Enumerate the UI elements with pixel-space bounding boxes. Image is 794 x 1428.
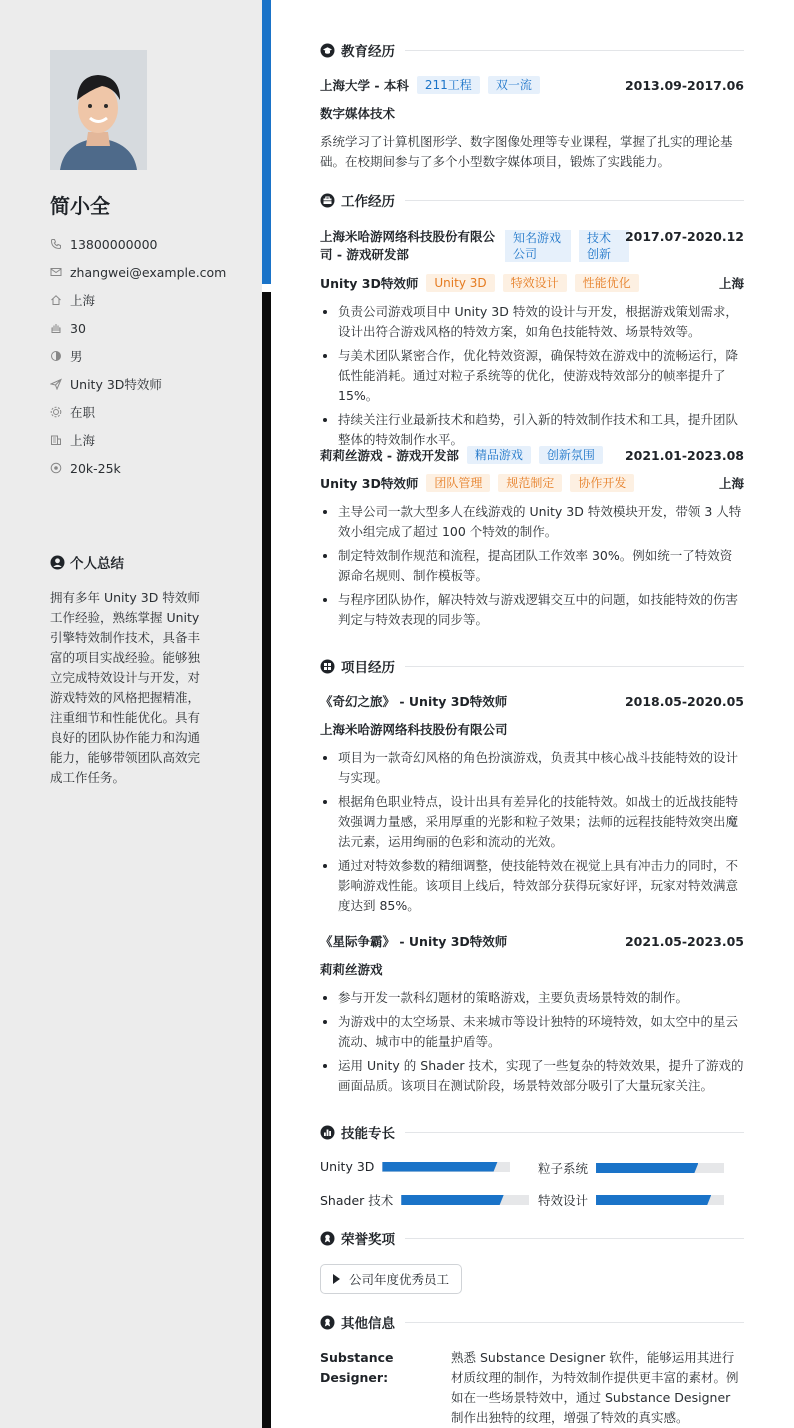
- cake-icon: [50, 322, 62, 334]
- award-icon: [320, 1231, 335, 1246]
- info-age-text: 30: [70, 320, 86, 336]
- education-tag: 双一流: [488, 76, 540, 94]
- skill-item: [320, 1159, 510, 1174]
- skill-name: Shader 技术: [320, 1193, 394, 1208]
- award-item-toggle[interactable]: [320, 1264, 462, 1294]
- info-gender: [50, 342, 226, 370]
- education-tag: 211工程: [417, 76, 480, 94]
- info-email: [50, 258, 226, 286]
- award-item-text: 公司年度优秀员工: [349, 1272, 450, 1287]
- section-divider: [405, 666, 744, 667]
- mail-icon: [50, 266, 62, 278]
- list-item: 项目为一款奇幻风格的角色扮演游戏，负责其中核心战斗技能特效的设计与实现。: [320, 748, 744, 788]
- other-info-row: [320, 1348, 744, 1428]
- bar-chart-icon: [320, 1125, 335, 1140]
- job-1-city: 上海: [718, 276, 744, 291]
- education-heading: [320, 40, 744, 60]
- contact-info-list: [50, 230, 226, 482]
- section-divider: [405, 200, 744, 201]
- info-home-text: 上海: [70, 293, 96, 308]
- list-item: 与程序团队协作，解决特效与游戏逻辑交互中的问题，如技能特效的伤害判定与特效表现的同步等。: [320, 590, 744, 630]
- project-1-period: 2018.05-2020.05: [624, 693, 744, 709]
- salary-icon: [50, 462, 62, 474]
- skill-item: [320, 1191, 529, 1209]
- projects-heading: [320, 656, 744, 676]
- list-item: 负责公司游戏项目中 Unity 3D 特效的设计与开发，根据游戏策划需求，设计出符合游戏风格的特效方案，如角色技能特效、场景特效等。: [320, 302, 744, 342]
- job-1-role-tag: Unity 3D: [426, 274, 494, 292]
- skill-item: [538, 1159, 724, 1177]
- other-info-key: Substance Designer:: [320, 1350, 394, 1385]
- summary-heading-text: 个人总结: [70, 556, 124, 572]
- building-icon: [50, 434, 62, 446]
- skill-name: 特效设计: [538, 1193, 589, 1208]
- job-2-role-tag: 规范制定: [498, 474, 562, 492]
- status-icon: [50, 406, 62, 418]
- work-heading-text: 工作经历: [341, 194, 395, 210]
- job-2-role-tag: 团队管理: [426, 474, 490, 492]
- phone-icon: [50, 238, 62, 250]
- job-1-period: 2017.07-2020.12: [624, 229, 744, 244]
- user-circle-icon: [50, 555, 65, 570]
- skill-bar-fill: [596, 1163, 698, 1173]
- skill-bar-fill: [401, 1195, 503, 1205]
- job-2-bullets: [320, 502, 744, 634]
- job-2-city: 上海: [718, 476, 744, 491]
- list-item: 运用 Unity 的 Shader 技术，实现了一些复杂的特效效果，提升了游戏的画面品质。该项目在测试阶段，场景特效部分吸引了大量玩家关注。: [320, 1056, 744, 1096]
- education-header-row: [320, 76, 744, 94]
- gender-icon: [50, 350, 62, 362]
- info-city: [50, 426, 226, 454]
- education-school: 上海大学 - 本科: [320, 78, 409, 93]
- job-1-company-line1: 上海米哈游网络科技股份有限公: [320, 229, 496, 244]
- list-item: 持续关注行业最新技术和趋势，引入新的特效制作技术和工具，提升团队整体的特效制作水平。: [320, 410, 744, 450]
- summary-text: 拥有多年 Unity 3D 特效师工作经验，熟练掌握 Unity 引擎特效制作技术，具备丰富的项目实战经验。能够独立完成特效设计与开发，对游戏特效的风格把握精准，注重细节和性能优化。具有良好的团队协作能力和沟通能力，能够带领团队高效完成工作任务。: [50, 590, 201, 785]
- job-1-company-line2: 司 - 游戏研发部: [320, 247, 409, 262]
- info-email-text: zhangwei@example.com: [70, 264, 227, 280]
- summary-heading: [50, 552, 124, 572]
- info-status-text: 在职: [70, 405, 96, 420]
- info-phone: [50, 230, 226, 258]
- list-item: 根据角色职业特点，设计出具有差异化的技能特效。如战士的近战技能特效强调力量感，采用厚重的光影和粒子效果；法师的远程技能特效突出魔法元素，运用绚丽的色彩和流动的光效。: [320, 792, 744, 852]
- skill-bar: [382, 1162, 510, 1172]
- work-heading: [320, 190, 744, 210]
- section-divider: [405, 50, 744, 51]
- info-home: [50, 286, 226, 314]
- project-1-header: [320, 692, 744, 710]
- job-1-header: [320, 228, 744, 264]
- skills-heading-text: 技能专长: [341, 1126, 395, 1142]
- avatar: [50, 50, 147, 170]
- send-icon: [50, 378, 62, 390]
- job-1-company-tag: 知名游戏公司: [505, 230, 571, 262]
- project-1-company: 上海米哈游网络科技股份有限公司: [320, 722, 508, 737]
- skill-bar: [596, 1163, 724, 1173]
- skill-item: [538, 1191, 724, 1209]
- job-1-company-tag: 技术创新: [579, 230, 629, 262]
- awards-heading: [320, 1228, 744, 1248]
- skill-bar-fill: [596, 1195, 711, 1205]
- play-triangle-icon: [333, 1274, 340, 1284]
- list-item: 主导公司一款大型多人在线游戏的 Unity 3D 特效模块开发，带领 3 人特效小组完成了超过 100 个特效的制作。: [320, 502, 744, 542]
- profile-name: 简小全: [50, 194, 110, 218]
- skill-name: 粒子系统: [538, 1161, 589, 1176]
- info-position-text: Unity 3D特效师: [70, 377, 162, 392]
- skill-bar: [596, 1195, 724, 1205]
- other-heading-text: 其他信息: [341, 1316, 395, 1332]
- section-divider: [405, 1238, 744, 1239]
- section-divider: [405, 1132, 744, 1133]
- grid-icon: [320, 659, 335, 674]
- list-item: 制定特效制作规范和流程，提高团队工作效率 30%。例如统一了特效资源命名规则、制作模板等。: [320, 546, 744, 586]
- skills-heading: [320, 1122, 744, 1142]
- job-1-role-row: [320, 274, 744, 292]
- info-age: [50, 314, 226, 342]
- job-2-period: 2021.01-2023.08: [624, 447, 744, 463]
- accent-bar-blue: [262, 0, 271, 284]
- job-2-company: 莉莉丝游戏 - 游戏开发部: [320, 448, 459, 463]
- job-2-role-row: [320, 474, 744, 492]
- project-2-company: 莉莉丝游戏: [320, 962, 383, 977]
- info-salary-text: 20k-25k: [70, 460, 121, 476]
- job-1-role-tag: 性能优化: [575, 274, 639, 292]
- info-position: [50, 370, 226, 398]
- project-2-header: [320, 932, 744, 950]
- project-2-bullets: [320, 988, 744, 1100]
- accent-bar-black: [262, 292, 271, 1428]
- project-2-name: 《星际争霸》 - Unity 3D特效师: [320, 934, 508, 949]
- job-2-company-tag: 精品游戏: [467, 446, 531, 464]
- section-divider: [405, 1322, 744, 1323]
- job-2-role-tag: 协作开发: [570, 474, 634, 492]
- home-icon: [50, 294, 62, 306]
- skill-name: Unity 3D: [320, 1159, 375, 1174]
- skill-bar: [401, 1195, 529, 1205]
- list-item: 参与开发一款科幻题材的策略游戏，主要负责场景特效的制作。: [320, 988, 744, 1008]
- other-heading: [320, 1312, 744, 1332]
- awards-heading-text: 荣誉奖项: [341, 1232, 395, 1248]
- education-heading-text: 教育经历: [341, 44, 395, 60]
- list-item: 为游戏中的太空场景、未来城市等设计独特的环境特效，如太空中的星云流动、城市中的能量护盾等。: [320, 1012, 744, 1052]
- project-1-bullets: [320, 748, 744, 920]
- avatar-portrait-image: [50, 50, 147, 170]
- briefcase-icon: [320, 193, 335, 208]
- job-1-bullets: [320, 302, 744, 454]
- projects-heading-text: 项目经历: [341, 660, 395, 676]
- project-2-period: 2021.05-2023.05: [624, 933, 744, 949]
- education-description: 系统学习了计算机图形学、数字图像处理等专业课程，掌握了扎实的理论基础。在校期间参与了多个小型数字媒体项目，锻炼了实践能力。: [320, 134, 733, 169]
- education-major: 数字媒体技术: [320, 106, 396, 121]
- info-status: [50, 398, 226, 426]
- other-info-value: 熟悉 Substance Designer 软件，能够运用其进行材质纹理的制作，为特效制作提供更丰富的素材。例如在一些场景特效中，通过 Substance Designer 制作出独特的纹理，增强了特效的真实感。: [451, 1350, 739, 1425]
- job-1-company: [320, 228, 500, 264]
- job-2-role: Unity 3D特效师: [320, 476, 419, 491]
- list-item: 与美术团队紧密合作，优化特效资源，确保特效在游戏中的流畅运行，降低性能消耗。通过对粒子系统等的优化，使游戏特效部分的帧率提升了 15%。: [320, 346, 744, 406]
- info-city-text: 上海: [70, 433, 96, 448]
- job-2-company-tag: 创新氛围: [539, 446, 603, 464]
- education-period: 2013.09-2017.06: [624, 77, 744, 93]
- info-phone-text: 13800000000: [70, 236, 158, 252]
- graduation-cap-icon: [320, 43, 335, 58]
- skill-bar-fill: [382, 1162, 497, 1172]
- info-salary: [50, 454, 226, 482]
- project-1-name: 《奇幻之旅》 - Unity 3D特效师: [320, 694, 508, 709]
- list-item: 通过对特效参数的精细调整，使技能特效在视觉上具有冲击力的同时，不影响游戏性能。该项目上线后，特效部分获得玩家好评，玩家对特效满意度达到 85%。: [320, 856, 744, 916]
- job-1-role-tag: 特效设计: [503, 274, 567, 292]
- job-2-header: [320, 446, 744, 464]
- award-icon: [320, 1315, 335, 1330]
- job-1-role: Unity 3D特效师: [320, 276, 419, 291]
- info-gender-text: 男: [70, 349, 83, 364]
